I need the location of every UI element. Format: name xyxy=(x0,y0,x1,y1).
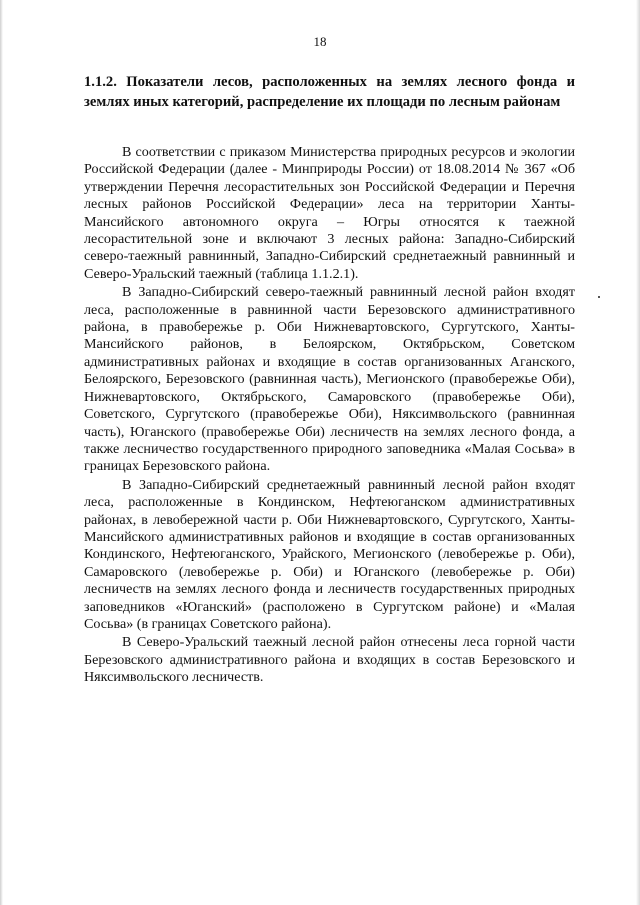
paragraph-north-taiga-district: В Западно-Сибирский северо-таежный равнинный лесной район входят леса, расположенные в равнинной части Березовского административного района, в правобережье р. Оби Нижневартовского, Сургутского, Ханты-Мансийского районов, в Белоярском, Октябрьском, Советском административных районах и входящие в состав организованных Аганского, Белоярского, Березовского (равнинная часть), Мегионского (правобережье Оби), Нижневартовского, Октябрьского, Самаровского (правобережье Оби), Советского, Сургутского (правобережье Оби), Няксимвольского (равнинная часть), Юганского (правобережье Оби) лесничеств на землях лесного фонда, а также лесничество государственного природного заповедника «Малая Сосьва» в границах Березовского района. xyxy=(84,284,575,475)
page-number: 18 xyxy=(313,34,327,49)
scan-speck xyxy=(598,296,600,298)
section-heading: 1.1.2. Показатели лесов, расположенных на землях лесного фонда и землях иных категорий, распределение их площади по лесным районам xyxy=(84,74,575,110)
scan-right-edge xyxy=(636,0,640,905)
paragraph-middle-taiga-district: В Западно-Сибирский среднетаежный равнинный лесной район входят леса, расположенные в Кондинском, Нефтеюганском административных районах, в левобережной части р. Оби Нижневартовского, Сургутского, Ханты-Мансийского административных районов и входящие в состав организованных Кондинского, Нефтеюганского, Урайского, Мегионского (левобережье р. Оби), Самаровского (левобережье р. Оби) и Юганского (левобережье р. Оби) лесничеств на землях лесного фонда и лесничеств государственных природных заповедников «Юганский» (расположено в Сургутском районе) и «Малая Сосьва» (в границах Советского района). xyxy=(84,476,575,632)
body-text xyxy=(84,144,575,687)
paragraph-north-ural-district: В Северо-Уральский таежный лесной район отнесены леса горной части Березовского административного района и входящих в состав Березовского и Няксимвольского лесничеств. xyxy=(84,634,575,686)
scan-left-edge xyxy=(0,0,3,905)
paragraph-forest-zones: В соответствии с приказом Министерства природных ресурсов и экологии Российской Федерации (далее - Минприроды России) от 18.08.2014 № 367 «Об утверждении Перечня лесорастительных зон Российской Федерации и Перечня лесных районов Российской Федерации» леса на территории Ханты-Мансийского автономного округа – Югры относятся к таежной лесорастительной зоне и включают 3 лесных района: Западно-Сибирский северо-таежный равнинный, Западно-Сибирский среднетаежный равнинный и Северо-Уральский таежный (таблица 1.1.2.1). xyxy=(84,144,575,282)
